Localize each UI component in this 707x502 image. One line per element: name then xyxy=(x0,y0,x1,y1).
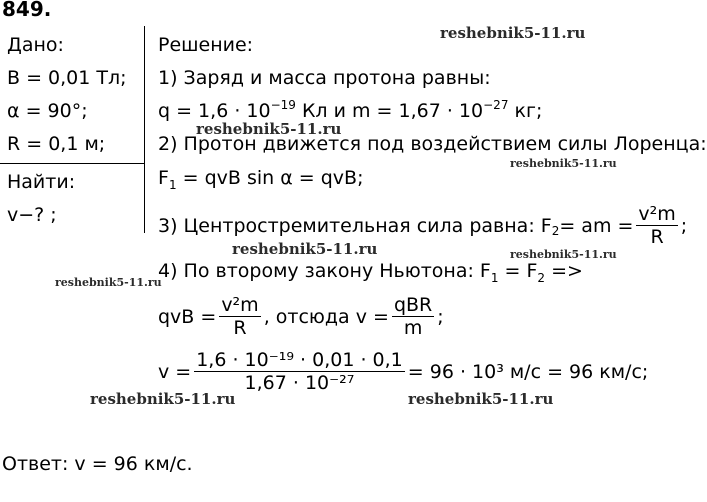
solution-step-1-values: $q = 1,6 \cdot 10^{-19}$ Кл и $m = 1,67 \cdot 10^{-27}$ кг; xyxy=(158,98,543,122)
calculation-fraction: $\frac{\text{1,6 · 10⁻¹⁹ · 0,01 · 0,1}}{\text{1,67 · 10⁻²⁷}}$ xyxy=(196,349,403,394)
watermark: reshebnik5-11.ru xyxy=(408,390,554,408)
given-header: Дано: xyxy=(7,34,64,56)
solution-step-1: 1) Заряд и масса протона равны: xyxy=(158,67,491,89)
solution-calculation: v = $\frac{\text{1,6 · 10⁻¹⁹ · 0,01 · 0,1}}{\text{1,67 · 10⁻²⁷}}$ = 96 · 10³ м/с = 96 км/с; xyxy=(158,349,649,394)
solution-equation: qvB = $\frac{\text{v²m}}{R}$ , отсюда v = $\frac{\text{qBR}}{m}$ ; xyxy=(158,294,444,339)
given-divider xyxy=(0,163,144,164)
solution-step-2-formula: $F_1$ = qvB sin α = qvB; xyxy=(158,167,364,192)
watermark: reshebnik5-11.ru xyxy=(440,24,586,42)
watermark: reshebnik5-11.ru xyxy=(196,120,342,138)
solution-step-4: 4) По второму закону Ньютона: $F_1 = F_2$ => xyxy=(158,260,583,285)
watermark: reshebnik5-11.ru xyxy=(510,157,617,170)
equation-fraction-left: $\frac{\text{v²m}}{R}$ xyxy=(221,294,259,339)
given-item: R = 0,1 м; xyxy=(7,133,106,155)
equation-fraction-right: $\frac{\text{qBR}}{m}$ xyxy=(393,294,433,339)
solution-header: Решение: xyxy=(158,34,254,56)
watermark: reshebnik5-11.ru xyxy=(232,240,378,258)
watermark: reshebnik5-11.ru xyxy=(90,390,236,408)
find-item: v−? ; xyxy=(7,204,57,226)
centripetal-fraction: $\frac{\text{v²m}}{R}$ xyxy=(638,203,676,248)
answer: Ответ: v = 96 км/с. xyxy=(2,453,193,475)
given-item: α = 90°; xyxy=(7,100,88,122)
solution-step-2: 2) Протон движется под воздействием силы Лоренца: xyxy=(158,133,707,155)
watermark: reshebnik5-11.ru xyxy=(510,248,617,261)
problem-number: 849. xyxy=(2,0,52,21)
given-item: B = 0,01 Тл; xyxy=(7,67,127,89)
watermark: reshebnik5-11.ru xyxy=(55,276,162,289)
column-separator xyxy=(144,26,145,233)
find-header: Найти: xyxy=(7,171,76,193)
solution-step-3: 3) Центростремительная сила равна: F 2 = am = $\frac{\text{v²m}}{R}$ ; xyxy=(158,203,688,248)
